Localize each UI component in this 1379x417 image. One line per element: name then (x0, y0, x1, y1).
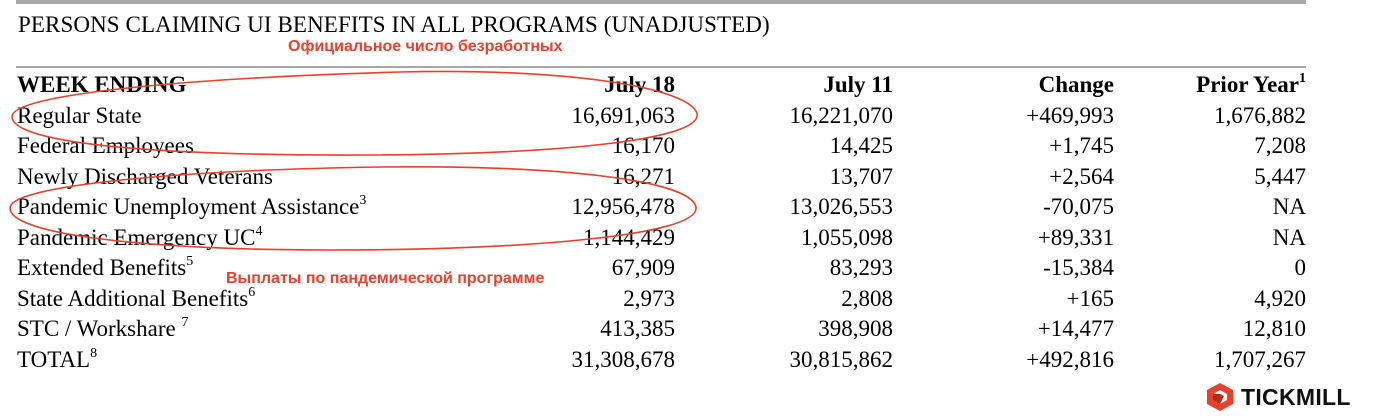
cell-july11: 83,293 (829, 255, 893, 281)
tickmill-logo-text: TICKMILL (1241, 383, 1351, 410)
tickmill-hexagon-icon (1205, 382, 1235, 412)
table-row (17, 314, 1306, 345)
cell-prior-year: 12,810 (1242, 316, 1306, 342)
tickmill-logo (1205, 382, 1351, 412)
cell-change: -15,384 (1043, 255, 1114, 281)
row-label: Pandemic Unemployment Assistance$^3$ (17, 193, 367, 220)
cell-july11: 2,808 (841, 285, 893, 311)
footnote-marker: 4 (255, 223, 263, 239)
annotation-pandemic-payments: Выплаты по пандемической программе (226, 270, 545, 287)
cell-change: +1,745 (1049, 133, 1114, 159)
cell-change: +89,331 (1037, 224, 1114, 250)
cell-july11: 16,221,070 (789, 102, 893, 128)
cell-prior-year: NA (1272, 194, 1306, 220)
cell-change: +469,993 (1026, 102, 1114, 128)
cell-july18: 16,271 (611, 163, 675, 189)
cell-july18: 16,170 (611, 133, 675, 159)
table-row (17, 162, 1306, 193)
row-label: STC / Workshare $^7$ (17, 315, 189, 342)
cell-prior-year: 1,707,267 (1214, 346, 1306, 372)
table-row (17, 101, 1306, 132)
cell-change: -70,075 (1043, 194, 1114, 220)
row-label: Regular State (17, 102, 142, 128)
row-label: Federal Employees (17, 133, 194, 159)
cell-july18: 2,973 (623, 285, 675, 311)
table-row (17, 131, 1306, 162)
footnote-marker: 6 (248, 284, 256, 300)
cell-july18: 1,144,429 (583, 224, 675, 250)
cell-prior-year: 4,920 (1254, 285, 1306, 311)
table-row-total (17, 345, 1306, 376)
header-prior-year-footnote: 1 (1299, 71, 1306, 87)
header-week-ending: WEEK ENDING (17, 72, 187, 98)
header-july11: July 11 (823, 72, 893, 98)
annotation-official-unemployed: Официальное число безработных (288, 38, 563, 55)
cell-july11: 14,425 (829, 133, 893, 159)
page-title: PERSONS CLAIMING UI BENEFITS IN ALL PROGRAMS (UNADJUSTED) (18, 12, 770, 37)
cell-july18: 12,956,478 (571, 194, 675, 220)
row-label: Newly Discharged Veterans (17, 163, 273, 189)
cell-july18: 31,308,678 (571, 346, 675, 372)
cell-prior-year: NA (1272, 224, 1306, 250)
cell-july18: 67,909 (611, 255, 675, 281)
header-rule (16, 66, 1306, 68)
footnote-marker: 8 (90, 345, 98, 361)
row-label: Extended Benefits$^5$ (17, 254, 194, 281)
cell-prior-year: 1,676,882 (1214, 102, 1306, 128)
footnote-marker: 5 (186, 254, 194, 270)
row-label: Pandemic Emergency $UC^4$ (17, 223, 263, 250)
cell-july11: 30,815,862 (789, 346, 893, 372)
top-rule (16, 0, 1306, 4)
cell-change: +165 (1066, 285, 1114, 311)
header-prior-year (1114, 70, 1306, 101)
table-row (17, 284, 1306, 315)
cell-prior-year: 5,447 (1254, 163, 1306, 189)
cell-july11: 13,026,553 (789, 194, 893, 220)
row-label: TOTAL$^8$ (17, 345, 98, 372)
claims-table (17, 70, 1306, 375)
table-row (17, 253, 1306, 284)
cell-july18: 16,691,063 (571, 102, 675, 128)
header-july18: July 18 (604, 72, 675, 98)
cell-prior-year: 7,208 (1254, 133, 1306, 159)
row-label: State Additional Benefits$^6$ (17, 284, 256, 311)
cell-change: +492,816 (1026, 346, 1114, 372)
cell-july11: 398,908 (818, 316, 893, 342)
footnote-marker: 3 (359, 193, 367, 209)
footnote-marker: 7 (181, 315, 189, 331)
table-row (17, 192, 1306, 223)
cell-prior-year: 0 (1294, 255, 1306, 281)
header-change: Change (1038, 72, 1114, 98)
table-header-row (17, 70, 1306, 101)
header-prior-year-label: Prior Year (1196, 72, 1299, 98)
cell-change: +2,564 (1049, 163, 1114, 189)
cell-july11: 13,707 (829, 163, 893, 189)
cell-change: +14,477 (1037, 316, 1114, 342)
table-row (17, 223, 1306, 254)
cell-july11: 1,055,098 (801, 224, 893, 250)
cell-july18: 413,385 (600, 316, 675, 342)
